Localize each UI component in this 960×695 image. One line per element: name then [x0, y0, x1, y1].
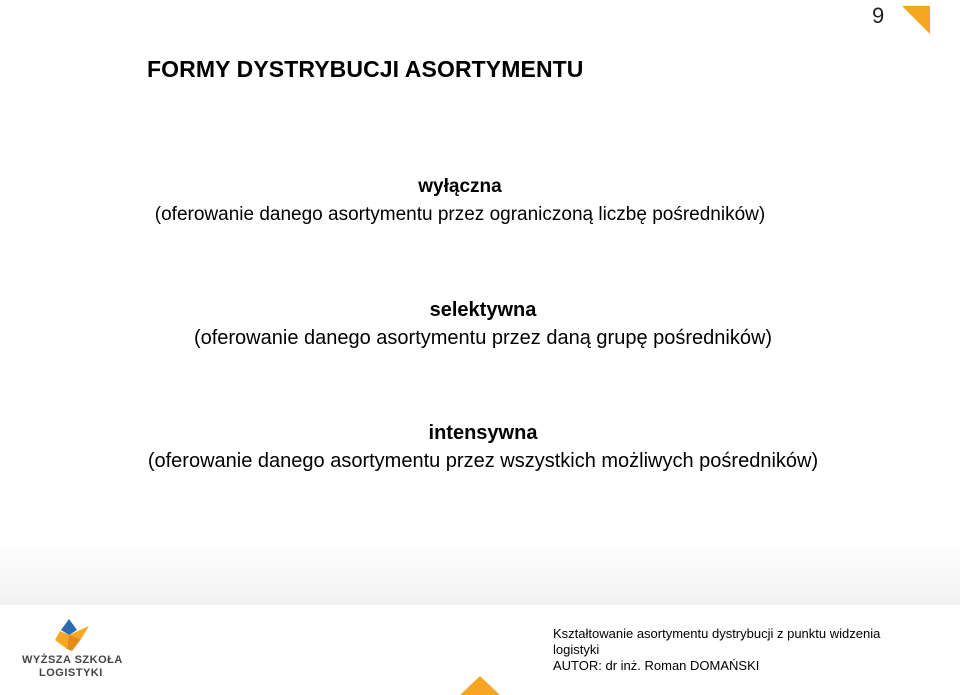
page-number: 9 — [872, 3, 885, 28]
bottom-triangle-icon — [460, 676, 500, 695]
slide-title: FORMY DYSTRYBUCJI ASORTYMENTU — [147, 56, 584, 82]
distribution-form-selective — [3, 298, 960, 351]
school-logo-icon — [48, 618, 90, 652]
form-description: (oferowanie danego asortymentu przez wszystkich możliwych pośredników) — [147, 450, 819, 472]
form-name: intensywna — [428, 422, 538, 444]
corner-triangle-icon — [902, 6, 930, 34]
distribution-form-intensive — [3, 421, 960, 474]
footer-author: AUTOR: dr inż. Roman DOMAŃSKI — [553, 658, 760, 673]
logo-text-line1: WYŻSZA SZKOŁA — [22, 654, 123, 666]
distribution-form-exclusive — [0, 175, 940, 228]
footer-subject-line2: logistyki — [553, 642, 600, 657]
form-description: (oferowanie danego asortymentu przez ograniczoną liczbę pośredników) — [154, 204, 766, 225]
form-name: selektywna — [429, 299, 537, 321]
footer-fade — [0, 540, 960, 605]
footer-subject-line1: Kształtowanie asortymentu dystrybucji z punktu widzenia — [553, 626, 881, 641]
form-name: wyłączna — [418, 176, 502, 197]
form-description: (oferowanie danego asortymentu przez daną grupę pośredników) — [193, 327, 773, 349]
logo-text-line2: LOGISTYKI — [39, 667, 103, 679]
footer-info — [553, 626, 948, 674]
